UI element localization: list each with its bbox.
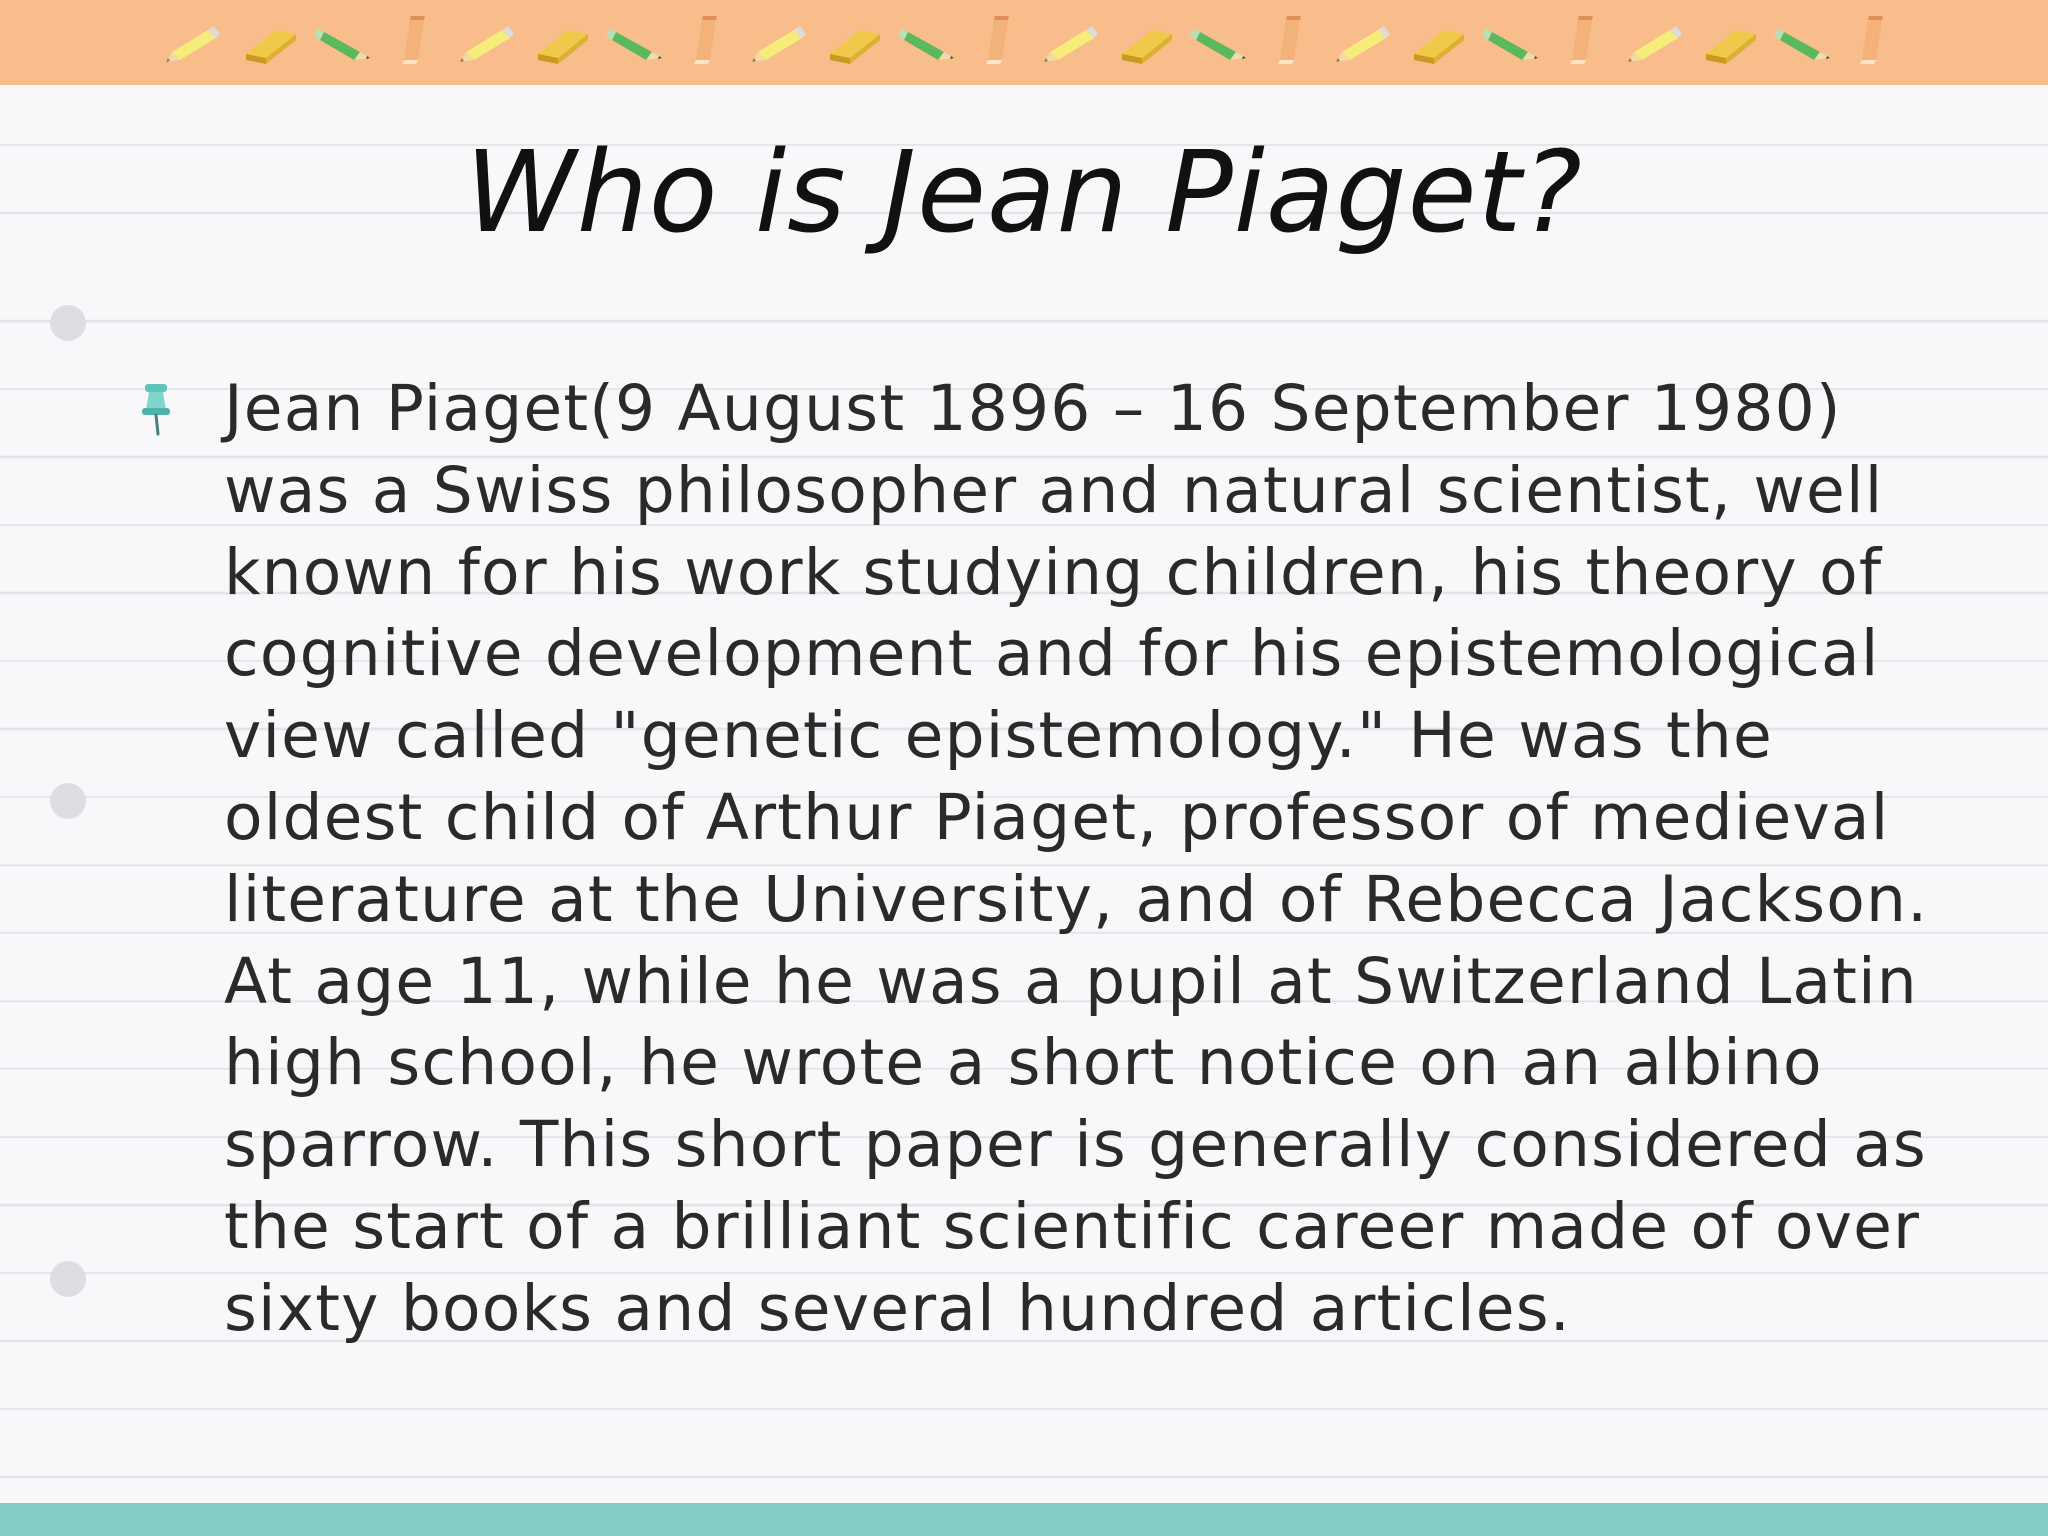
top-decorative-band — [0, 0, 2048, 85]
binder-hole — [50, 783, 86, 819]
binder-hole — [50, 305, 86, 341]
slide-title: Who is Jean Piaget? — [465, 128, 1583, 258]
bullet-text: Jean Piaget(9 August 1896 – 16 September 1980) was a Swiss philosopher and natural scientist, well known for his work studying children, his theory of cognitive development and for his epistemological view called "genetic epistemology." He was the oldest child of Arthur Piaget, professor of medieval literature at the University, and of Rebecca Jackson. At age 11, while he was a pupil at Switzerland Latin high school, he wrote a short notice on an albino sparrow. This short paper is generally considered as the start of a brilliant scientific career made of over sixty books and several hundred articles. — [224, 372, 1929, 1345]
binder-hole — [50, 1261, 86, 1297]
pushpin-icon — [136, 380, 178, 436]
bottom-decorative-band — [0, 1503, 2048, 1536]
pencil-row-decoration — [160, 0, 1900, 85]
pencil-icon — [166, 16, 1883, 64]
